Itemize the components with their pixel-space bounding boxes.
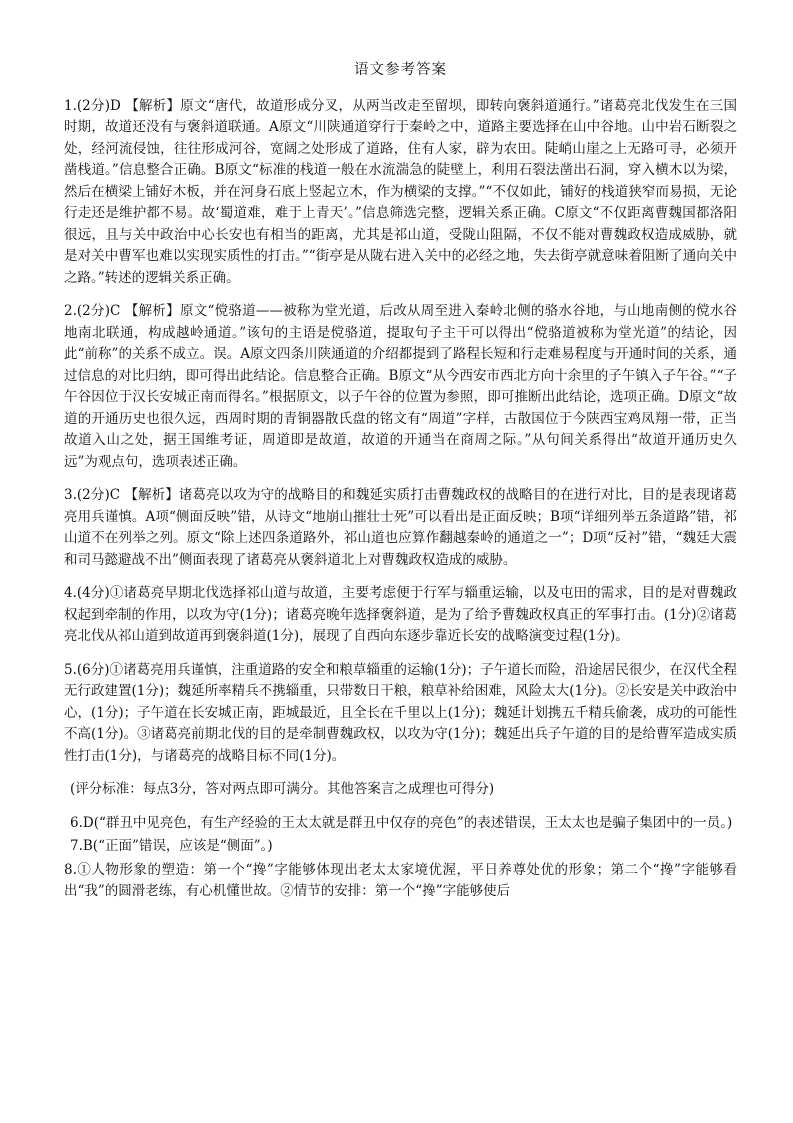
answer-3: 3.(2分)C 【解析】诸葛亮以攻为守的战略目的和魏延实质打击曹魏政权的战略目的在进行对比，目的是表现诸葛亮用兵谨慎。A项“侧面反映”错，从诗文“地崩山摧壮士死”可以看出是正面反映；B项“详细列举五条道路”错，祁山道不在列举之列。原文“除上述四条道路外，祁山道也应算作翻越秦岭的通道之一”；D项“反衬”错，“魏廷大震和司马懿避战不出”侧面表现了诸葛亮从褒斜道北上对曹魏政权造成的威胁。 xyxy=(64,487,737,568)
answer-5: 5.(6分)①诸葛亮用兵谨慎，注重道路的安全和粮草辎重的运输(1分)；子午道长而险，沿途居民很少，在汉代全程无行政建置(1分)；魏延所率精兵不携辎重，只带数日干粮，粮草补给困难，风险太大(1分)。②长安是关中政治中心，(1分)；子午道在长安城正南，距城最近，且全长在千里以上(1分)；魏延计划携五千精兵偷袭，成功的可能性不高(1分)。③诸葛亮前期北伐的目的是牵制曹魏政权，以攻为守(1分)；魏延出兵子午道的目的是给曹军造成实质性打击(1分)，与诸葛亮的战略目标不同(1分)。 xyxy=(64,661,737,764)
answer-1: 1.(2分)D 【解析】原文“唐代，故道形成分叉，从两当改走至留坝，即转向褒斜道通行。”诸葛亮北伐发生在三国时期，故道还没有与褒斜道联通。A原文“川陕通道穿行于秦岭之中，道路主要选择在山中谷地。山中岩石断裂之处，经河流侵蚀，往往形成河谷，宽阔之处形成了道路，住有人家，辟为农田。陡峭山崖之上无路可寻，必须开凿栈道。”信息整合正确。B原文“标准的栈道一般在水流湍急的陡壁上，利用石裂法凿出石洞，穿入横木以为梁，然后在横梁上铺好木板，并在河身石底上竖起立木，作为横梁的支撑。”“不仅如此，铺好的栈道狭窄而易损，无论行走还是维护都不易。故‘蜀道难，难于上青天’。”信息筛选完整，逻辑关系正确。C原文“不仅距离曹魏国都洛阳很远，且与关中政治中心长安也有相当的距离，尤其是祁山道，受陇山阻隔，不仅不能对曹魏政权造成威胁，就是对关中曹军也难以实现实质性的打击。”“街亭是从陇右进入关中的必经之地，失去街亭就意味着阻断了通向关中之路。”转述的逻辑关系正确。 xyxy=(64,97,737,286)
answer-8: 8.①人物形象的塑造：第一个“搀”字能够体现出老太太家境优渥，平日养尊处优的形象；第二个“搀”字能够看出“我”的圆滑老练，有心机懂世故。②情节的安排：第一个“搀”字能够使后 xyxy=(64,861,737,899)
answer-4: 4.(4分)①诸葛亮早期北伐选择祁山道与故道，主要考虑便于行军与辎重运输，以及屯田的需求，目的是对曹魏政权起到牵制的作用，以攻为守(1分)；诸葛亮晚年选择褒斜道，是为了给予曹魏政权真正的军事打击。(1分)②诸葛亮北伐从祁山道到故道再到褒斜道(1分)，展现了自西向东逐步靠近长安的战略演变过程(1分)。 xyxy=(64,585,737,644)
answer-7: 7.B(“正面”错误，应该是“侧面”。) xyxy=(70,838,273,854)
scoring-note: (评分标准：每点3分，答对两点即可满分。其他答案言之成理也可得分) xyxy=(70,781,495,797)
answer-2: 2.(2分)C 【解析】原文“傥骆道——被称为堂光道，后改从周至进入秦岭北侧的骆水谷地，与山地南侧的傥水谷地南北联通，构成越岭通道。”该句的主语是傥骆道，提取句子主干可以得出“傥骆道被称为堂光道”的结论，因此“前称”的关系不成立。误。A原文四条川陕通道的介绍都提到了路程长短和行走难易程度与开通时间的关系，通过信息的对比归纳，即可得出此结论。信息整合正确。B原文“从今西安市西北方向十余里的子午镇入子午谷。”“子午谷因位于汉长安城正南而得名。”根据原文，以子午谷的位置为参照，即可推断出此结论，选项正确。D原文“故道的开通历史也很久远，西周时期的青铜器散氏盘的铭文有“周道”字样，古散国位于今陕西宝鸡凤翔一带，正当故道入山之处，据王国维考证，周道即是故道，故道的开通当在商周之际。”从句间关系得出“故道开通历史久远”为观点句，选项表述正确。 xyxy=(64,303,737,470)
answer-6: 6.D(“群丑中见亮色，有生产经验的王太太就是群丑中仅存的亮色”的表述错误，王太太也是骗子集团中的一员。) xyxy=(70,814,733,831)
document-title: 语文参考答案 xyxy=(354,62,447,78)
